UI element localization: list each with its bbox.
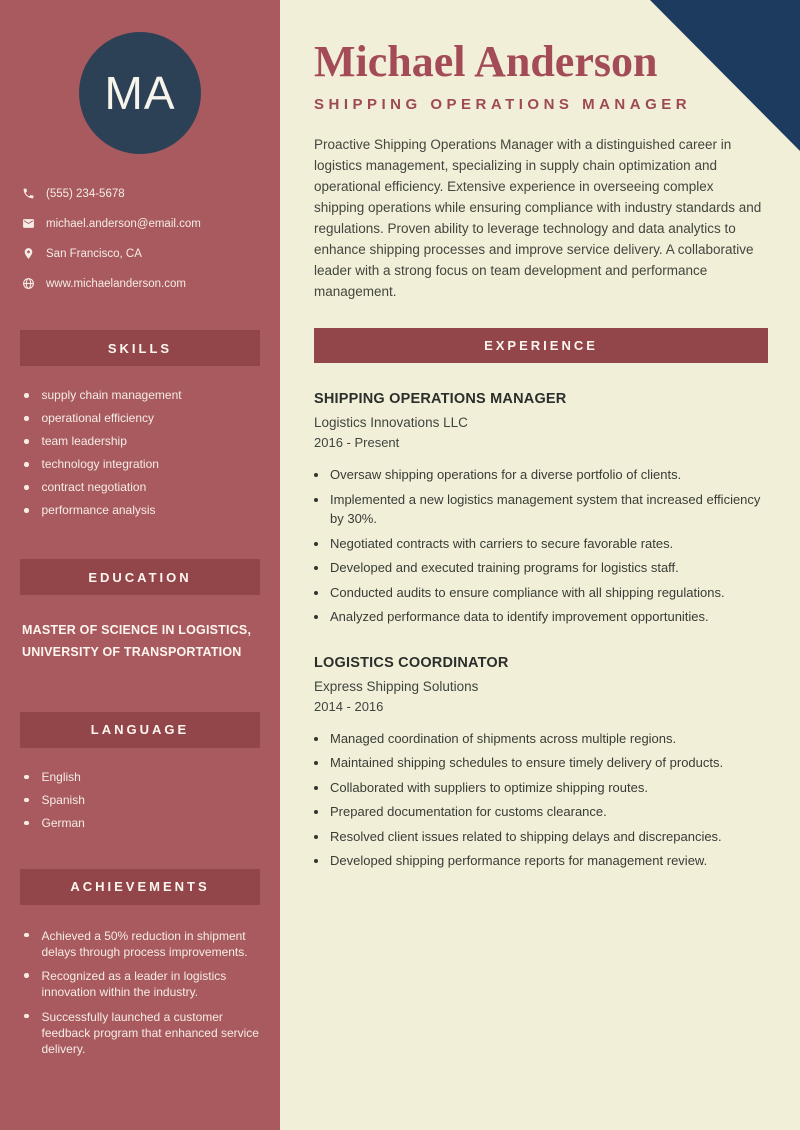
skill-item [24,504,266,516]
skill-label: technology integration [41,457,159,471]
contact-website [22,277,266,290]
bullet-dot [24,508,29,513]
contact-list [22,187,266,290]
skill-label: supply chain management [41,388,182,402]
bullet-dot [24,821,29,826]
skill-item [24,481,266,493]
skill-item [24,435,266,447]
contact-email [22,217,266,230]
language-item [24,794,266,806]
bullet-dot [314,761,318,765]
experience-bullet [314,490,766,529]
language-item [24,771,266,783]
language-list [24,771,266,829]
skills-list [24,389,266,516]
job-company: Logistics Innovations LLC [314,415,468,431]
achievement-item [24,928,266,960]
skills-header-label: SKILLS [107,340,173,356]
experience-bullet [314,583,766,603]
bullet-dot [24,393,29,398]
language-header [20,712,260,748]
bullet-text: Prepared documentation for customs clearance. [330,804,607,820]
bullet-dot [24,485,29,490]
experience-bullet [314,465,766,485]
bullet-dot [24,1014,29,1019]
avatar-initials: MA [104,67,176,119]
main-content [280,0,800,1130]
skill-item [24,458,266,470]
skill-item [24,412,266,424]
bullet-dot [314,542,318,546]
job-dates: 2014 - 2016 [314,698,384,714]
experience-bullet [314,851,766,871]
location-pin-icon [22,247,35,260]
role-subtitle: SHIPPING OPERATIONS MANAGER [314,96,692,113]
bullet-dot [314,566,318,570]
contact-email-text: michael.anderson@email.com [46,217,201,230]
profile-summary: Proactive Shipping Operations Manager with a distinguished career in logistics management, specializing in supply chain optimization and operational efficiency. Extensive experience in overseeing complex shipping operations while ensuring compliance with industry standards and regulations. Proven ability to leverage technology and data analytics to enhance shipping processes and improve service delivery. A collaborative leader with a strong focus on team development and performance management. [314,137,762,300]
bullet-text: Managed coordination of shipments across multiple regions. [330,730,677,746]
bullet-text: Developed shipping performance reports for management review. [330,853,708,869]
job-bullet-list [314,465,768,627]
skill-label: performance analysis [41,503,156,517]
job-dates: 2016 - Present [314,435,400,451]
job-company: Express Shipping Solutions [314,678,479,694]
skill-label: contract negotiation [41,480,147,494]
bullet-dot [24,933,29,938]
experience-bullet [314,558,766,578]
experience-bullet [314,534,766,554]
language-item [24,817,266,829]
bullet-dot [24,462,29,467]
education-degree: MASTER OF SCIENCE IN LOGISTICS, UNIVERSITY OF TRANSPORTATION [22,623,252,659]
language-section [0,712,280,829]
bullet-text: Analyzed performance data to identify improvement opportunities. [330,609,709,625]
contact-website-text: www.michaelanderson.com [46,277,186,290]
avatar [79,32,201,154]
job-bullet-list [314,729,768,871]
skill-label: operational efficiency [41,411,155,425]
contact-phone [22,187,266,200]
achievement-item [24,968,266,1000]
bullet-dot [314,591,318,595]
contact-location-text: San Francisco, CA [46,247,142,260]
job-title: LOGISTICS COORDINATOR [314,654,509,671]
experience-header-label: EXPERIENCE [484,338,598,354]
language-label: English [41,769,81,784]
globe-icon [22,277,35,290]
achievements-section [0,869,280,1057]
language-label: German [41,815,85,830]
bullet-dot [314,835,318,839]
bullet-dot [24,775,29,780]
job-title: SHIPPING OPERATIONS MANAGER [314,391,567,408]
achievement-text: Successfully launched a customer feedback program that enhanced service delivery. [41,1009,259,1056]
bullet-dot [314,473,318,477]
bullet-dot [24,416,29,421]
bullet-text: Resolved client issues related to shipping delays and discrepancies. [330,828,722,844]
bullet-dot [314,737,318,741]
bullet-dot [314,786,318,790]
education-header [20,559,260,595]
experience-bullet [314,827,766,847]
bullet-dot [314,615,318,619]
bullet-dot [24,798,29,803]
achievement-text: Achieved a 50% reduction in shipment delays through process improvements. [41,928,248,959]
bullet-dot [314,859,318,863]
email-icon [22,217,35,230]
achievements-header [20,869,260,905]
bullet-dot [24,973,29,978]
language-label: Spanish [41,792,85,807]
bullet-text: Oversaw shipping operations for a diverse portfolio of clients. [330,467,682,483]
bullet-dot [24,439,29,444]
contact-location [22,247,266,260]
achievements-list [24,928,266,1057]
phone-icon [22,187,35,200]
experience-job [314,391,768,627]
experience-bullet [314,802,766,822]
bullet-dot [314,498,318,502]
skills-header [20,330,260,366]
experience-bullet [314,753,766,773]
experience-bullet [314,607,766,627]
bullet-text: Developed and executed training programs for logistics staff. [330,560,679,576]
experience-job [314,655,768,871]
skill-label: team leadership [41,434,127,448]
contact-phone-text: (555) 234-5678 [46,187,125,200]
experience-bullet [314,778,766,798]
skill-item [24,389,266,401]
achievement-item [24,1009,266,1058]
bullet-dot [314,810,318,814]
education-header-label: EDUCATION [88,569,192,585]
bullet-text: Negotiated contracts with carriers to secure favorable rates. [330,535,674,551]
experience-bullet [314,729,766,749]
language-header-label: LANGUAGE [90,722,190,738]
bullet-text: Implemented a new logistics management system that increased efficiency by 30%. [330,491,761,527]
sidebar [0,0,280,1130]
skills-section [0,330,280,516]
achievements-header-label: ACHIEVEMENTS [70,879,210,895]
experience-header [314,328,768,363]
bullet-text: Conducted audits to ensure compliance with all shipping regulations. [330,584,725,600]
page-title: Michael Anderson [314,37,658,86]
bullet-text: Collaborated with suppliers to optimize shipping routes. [330,779,648,795]
education-section [0,559,280,664]
bullet-text: Maintained shipping schedules to ensure timely delivery of products. [330,755,724,771]
achievement-text: Recognized as a leader in logistics innovation within the industry. [41,969,227,1000]
